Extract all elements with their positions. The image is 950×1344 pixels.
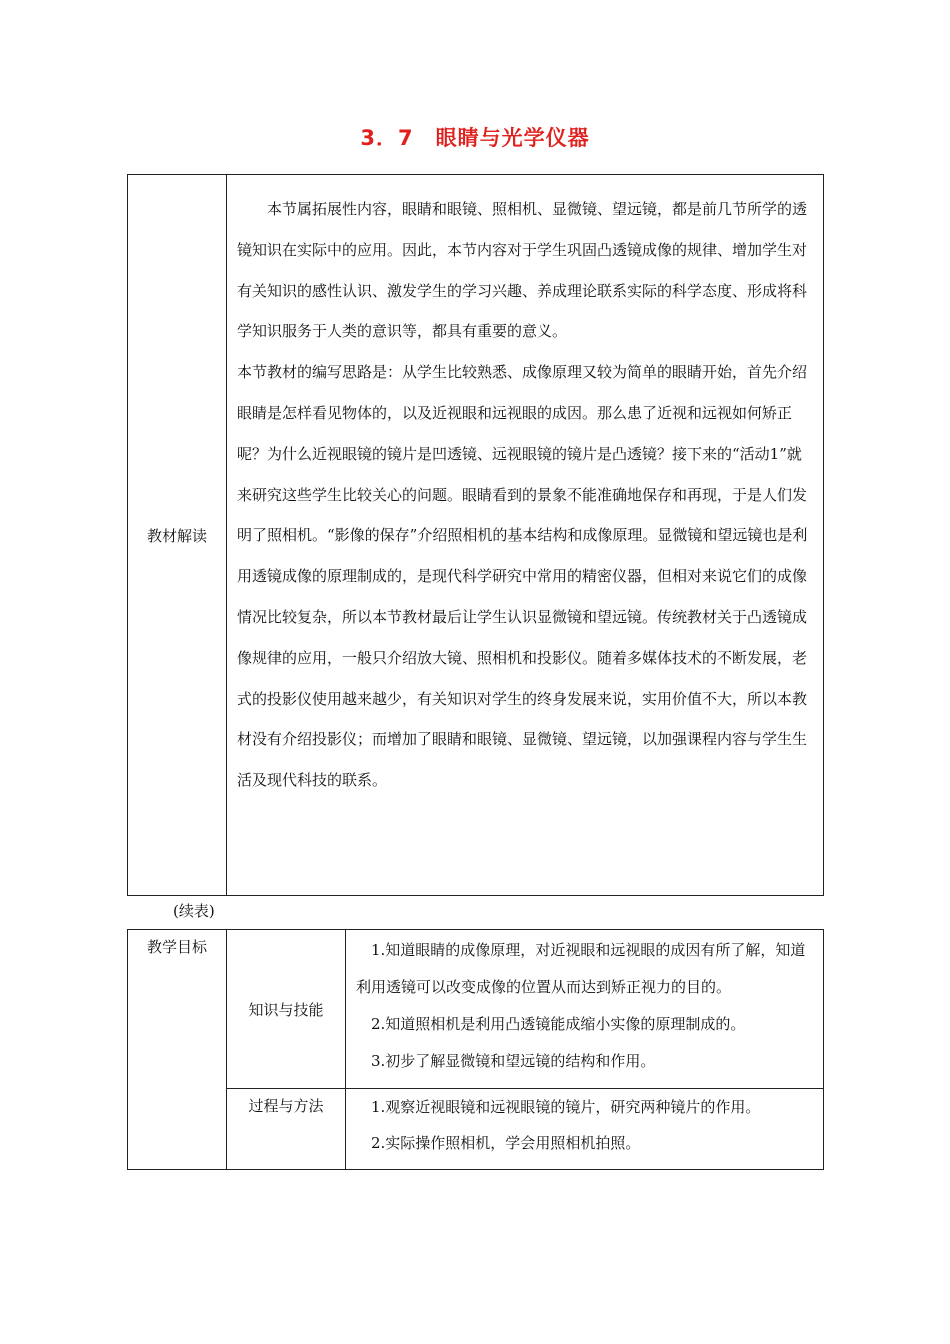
material-interpretation-content — [227, 175, 824, 896]
paragraph: 本节教材的编写思路是：从学生比较熟悉、成像原理又较为简单的眼睛开始，首先介绍眼睛是怎样看见物体的，以及近视眼和远视眼的成因。那么患了近视和远视如何矫正呢？为什么近视眼镜的镜片是凹透镜、远视眼镜的镜片是凸透镜？接下来的“活动1”就来研究这些学生比较关心的问题。眼睛看到的景象不能准确地保存和再现，于是人们发明了照相机。“影像的保存”介绍照相机的基本结构和成像原理。显微镜和望远镜也是利用透镜成像的原理制成的，是现代科学研究中常用的精密仪器，但相对来说它们的成像情况比较复杂，所以本节教材最后让学生认识显微镜和望远镜。传统教材关于凸透镜成像规律的应用，一般只介绍放大镜、照相机和投影仪。随着多媒体技术的不断发展，老式的投影仪使用越来越少，有关知识对学生的终身发展来说，实用价值不大，所以本教材没有介绍投影仪；而增加了眼睛和眼镜、显微镜、望远镜，以加强课程内容与学生生活及现代科技的联系。 — [237, 363, 808, 790]
page-title: 3．7 眼睛与光学仪器 — [360, 126, 590, 150]
material-interpretation-table — [127, 174, 824, 896]
goal-items — [346, 930, 824, 1089]
list-item: 3.初步了解显微镜和望远镜的结构和作用。 — [371, 1052, 656, 1070]
list-item: 2.实际操作照相机，学会用照相机拍照。 — [371, 1134, 641, 1152]
continued-label: (续表) — [173, 902, 215, 920]
list-item: 2.知道照相机是利用凸透镜能成缩小实像的原理制成的。 — [371, 1015, 746, 1033]
list-item: 1.知道眼睛的成像原理，对近视眼和远视眼的成因有所了解，知道利用透镜可以改变成像的位置从而达到矫正视力的目的。 — [356, 941, 806, 996]
teaching-goals-label: 教学目标 — [128, 930, 227, 1170]
material-interpretation-label: 教材解读 — [128, 175, 227, 896]
goal-items — [346, 1089, 824, 1170]
list-item: 1.观察近视眼镜和远视眼镜的镜片，研究两种镜片的作用。 — [371, 1098, 761, 1116]
category-cell: 过程与方法 — [227, 1089, 346, 1170]
paragraph: 本节属拓展性内容，眼睛和眼镜、照相机、显微镜、望远镜，都是前几节所学的透镜知识在实际中的应用。因此，本节内容对于学生巩固凸透镜成像的规律、增加学生对有关知识的感性认识、激发学生的学习兴趣、养成理论联系实际的科学态度、形成将科学知识服务于人类的意识等，都具有重要的意义。 — [237, 200, 808, 341]
category-cell: 知识与技能 — [227, 930, 346, 1089]
teaching-goals-table — [127, 929, 824, 1170]
